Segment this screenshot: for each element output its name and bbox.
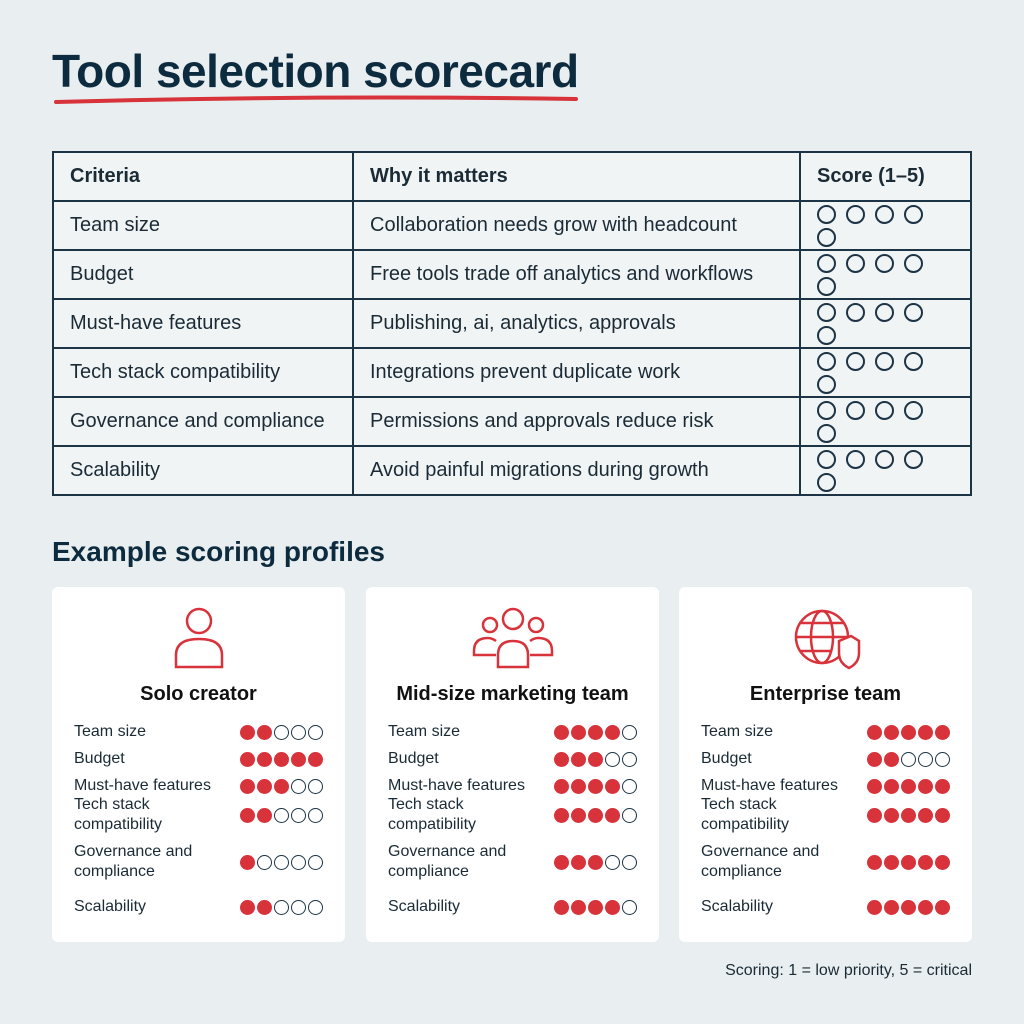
profile-name: Solo creator	[140, 683, 257, 705]
filled-dot	[240, 900, 255, 915]
profile-score-row	[74, 795, 323, 835]
filled-dot	[867, 779, 882, 794]
profile-card-enterprise	[679, 587, 972, 942]
score-dots	[867, 900, 950, 915]
filled-dot	[588, 725, 603, 740]
score-cell	[800, 397, 971, 446]
filled-dot	[605, 808, 620, 823]
profile-score-row	[701, 722, 950, 742]
empty-dot	[308, 900, 323, 915]
score-radio[interactable]	[875, 254, 894, 273]
score-radio[interactable]	[875, 303, 894, 322]
criterion-label: Scalability	[701, 898, 774, 915]
filled-dot	[554, 779, 569, 794]
filled-dot	[240, 725, 255, 740]
filled-dot	[554, 752, 569, 767]
page-title: Tool selection scorecard	[52, 45, 579, 97]
score-dots	[240, 855, 323, 870]
criterion-label: Budget	[701, 750, 752, 767]
profile-score-row	[388, 776, 637, 796]
filled-dot	[571, 808, 586, 823]
why-cell: Permissions and approvals reduce risk	[353, 397, 800, 446]
score-dots	[554, 752, 637, 767]
score-dots	[554, 855, 637, 870]
filled-dot	[901, 779, 916, 794]
score-radio[interactable]	[875, 450, 894, 469]
why-cell: Avoid painful migrations during growth	[353, 446, 800, 495]
filled-dot	[918, 900, 933, 915]
score-dots	[240, 779, 323, 794]
score-radio[interactable]	[904, 352, 923, 371]
criteria-cell: Governance and compliance	[53, 397, 353, 446]
empty-dot	[605, 752, 620, 767]
score-dots	[867, 855, 950, 870]
empty-dot	[901, 752, 916, 767]
filled-dot	[588, 752, 603, 767]
profiles-heading: Example scoring profiles	[52, 536, 385, 567]
criterion-label: Governance and compliance	[388, 843, 507, 880]
filled-dot	[867, 808, 882, 823]
filled-dot	[554, 725, 569, 740]
score-radio[interactable]	[817, 205, 836, 224]
score-radio[interactable]	[817, 424, 836, 443]
filled-dot	[884, 855, 899, 870]
filled-dot	[257, 725, 272, 740]
criterion-label: Governance and compliance	[74, 843, 193, 880]
empty-dot	[622, 855, 637, 870]
filled-dot	[935, 900, 950, 915]
filled-dot	[554, 855, 569, 870]
profile-score-row	[388, 795, 637, 835]
empty-dot	[622, 779, 637, 794]
score-radio[interactable]	[846, 352, 865, 371]
profile-score-row	[74, 842, 323, 882]
profile-score-row	[388, 722, 637, 742]
profile-score-row	[701, 897, 950, 917]
score-radio[interactable]	[817, 254, 836, 273]
empty-dot	[622, 900, 637, 915]
score-radio[interactable]	[846, 254, 865, 273]
profile-name: Enterprise team	[749, 683, 902, 705]
table-row	[53, 250, 971, 299]
profile-score-row	[74, 776, 323, 796]
filled-dot	[257, 900, 272, 915]
filled-dot	[884, 752, 899, 767]
profile-score-row	[701, 749, 950, 769]
score-radio[interactable]	[817, 326, 836, 345]
header-score: Score (1–5)	[800, 152, 971, 201]
profile-score-row	[701, 795, 950, 835]
score-radio[interactable]	[846, 450, 865, 469]
empty-dot	[308, 725, 323, 740]
filled-dot	[867, 900, 882, 915]
group-icon	[468, 605, 558, 671]
filled-dot	[571, 725, 586, 740]
filled-dot	[240, 752, 255, 767]
criteria-cell: Scalability	[53, 446, 353, 495]
score-dots	[554, 725, 637, 740]
filled-dot	[571, 779, 586, 794]
person-icon	[164, 605, 234, 671]
score-radio[interactable]	[817, 228, 836, 247]
score-dots	[554, 808, 637, 823]
criteria-cell: Must-have features	[53, 299, 353, 348]
empty-dot	[605, 855, 620, 870]
filled-dot	[308, 752, 323, 767]
score-dots	[240, 725, 323, 740]
empty-dot	[308, 808, 323, 823]
table-row	[53, 299, 971, 348]
filled-dot	[901, 855, 916, 870]
empty-dot	[257, 855, 272, 870]
filled-dot	[554, 808, 569, 823]
why-cell: Publishing, ai, analytics, approvals	[353, 299, 800, 348]
filled-dot	[901, 725, 916, 740]
why-cell: Collaboration needs grow with headcount	[353, 201, 800, 250]
filled-dot	[867, 752, 882, 767]
filled-dot	[257, 779, 272, 794]
filled-dot	[918, 779, 933, 794]
empty-dot	[274, 808, 289, 823]
criterion-label: Must-have features	[701, 777, 838, 794]
filled-dot	[240, 855, 255, 870]
filled-dot	[274, 752, 289, 767]
filled-dot	[935, 808, 950, 823]
filled-dot	[274, 779, 289, 794]
score-radio[interactable]	[904, 254, 923, 273]
filled-dot	[935, 855, 950, 870]
score-cell	[800, 348, 971, 397]
criterion-label: Scalability	[388, 898, 461, 915]
criterion-label: Budget	[74, 750, 125, 767]
profile-score-row	[388, 897, 637, 917]
filled-dot	[571, 855, 586, 870]
empty-dot	[291, 808, 306, 823]
profile-score-row	[701, 842, 950, 882]
filled-dot	[257, 752, 272, 767]
empty-dot	[308, 855, 323, 870]
filled-dot	[291, 752, 306, 767]
filled-dot	[901, 808, 916, 823]
score-radio[interactable]	[817, 277, 836, 296]
criterion-label: Team size	[388, 723, 461, 740]
score-radio[interactable]	[904, 401, 923, 420]
filled-dot	[588, 900, 603, 915]
filled-dot	[884, 900, 899, 915]
filled-dot	[918, 855, 933, 870]
criteria-cell: Tech stack compatibility	[53, 348, 353, 397]
criterion-label: Scalability	[74, 898, 147, 915]
empty-dot	[274, 725, 289, 740]
score-radio[interactable]	[846, 205, 865, 224]
filled-dot	[588, 779, 603, 794]
score-dots	[867, 779, 950, 794]
why-cell: Free tools trade off analytics and workflows	[353, 250, 800, 299]
criterion-label: Tech stack compatibility	[701, 796, 790, 833]
empty-dot	[622, 808, 637, 823]
filled-dot	[935, 725, 950, 740]
score-radio[interactable]	[846, 303, 865, 322]
score-radio[interactable]	[846, 401, 865, 420]
globe-shield-icon	[791, 605, 861, 671]
score-dots	[867, 725, 950, 740]
filled-dot	[884, 725, 899, 740]
score-dots	[240, 900, 323, 915]
filled-dot	[554, 900, 569, 915]
filled-dot	[257, 808, 272, 823]
title-underline	[52, 95, 580, 105]
score-radio[interactable]	[817, 450, 836, 469]
score-dots	[867, 752, 950, 767]
scorecard-table	[52, 151, 972, 496]
empty-dot	[291, 855, 306, 870]
profile-score-row	[74, 722, 323, 742]
header-criteria: Criteria	[53, 152, 353, 201]
score-radio[interactable]	[817, 375, 836, 394]
score-cell	[800, 201, 971, 250]
filled-dot	[571, 752, 586, 767]
filled-dot	[918, 808, 933, 823]
criterion-label: Must-have features	[74, 777, 211, 794]
empty-dot	[918, 752, 933, 767]
criterion-label: Must-have features	[388, 777, 525, 794]
score-dots	[240, 808, 323, 823]
score-radio[interactable]	[875, 352, 894, 371]
scoring-legend: Scoring: 1 = low priority, 5 = critical	[725, 962, 972, 979]
criterion-label: Budget	[388, 750, 439, 767]
empty-dot	[622, 725, 637, 740]
empty-dot	[622, 752, 637, 767]
empty-dot	[935, 752, 950, 767]
score-radio[interactable]	[875, 401, 894, 420]
score-cell	[800, 446, 971, 495]
profile-card-solo	[52, 587, 345, 942]
score-dots	[867, 808, 950, 823]
table-row	[53, 348, 971, 397]
score-radio[interactable]	[817, 473, 836, 492]
criterion-label: Tech stack compatibility	[74, 796, 163, 833]
score-cell	[800, 250, 971, 299]
filled-dot	[867, 725, 882, 740]
profile-score-row	[388, 842, 637, 882]
why-cell: Integrations prevent duplicate work	[353, 348, 800, 397]
filled-dot	[571, 900, 586, 915]
score-radio[interactable]	[904, 205, 923, 224]
criterion-label: Tech stack compatibility	[388, 796, 477, 833]
criteria-cell: Budget	[53, 250, 353, 299]
empty-dot	[291, 725, 306, 740]
criteria-cell: Team size	[53, 201, 353, 250]
criterion-label: Team size	[701, 723, 774, 740]
empty-dot	[274, 855, 289, 870]
score-radio[interactable]	[817, 352, 836, 371]
filled-dot	[918, 725, 933, 740]
filled-dot	[588, 855, 603, 870]
score-radio[interactable]	[904, 450, 923, 469]
filled-dot	[901, 900, 916, 915]
score-radio[interactable]	[817, 401, 836, 420]
table-row	[53, 397, 971, 446]
empty-dot	[291, 779, 306, 794]
filled-dot	[588, 808, 603, 823]
score-cell	[800, 299, 971, 348]
filled-dot	[935, 779, 950, 794]
filled-dot	[240, 779, 255, 794]
score-dots	[240, 752, 323, 767]
filled-dot	[884, 808, 899, 823]
score-dots	[554, 779, 637, 794]
filled-dot	[240, 808, 255, 823]
filled-dot	[884, 779, 899, 794]
filled-dot	[867, 855, 882, 870]
empty-dot	[291, 900, 306, 915]
empty-dot	[308, 779, 323, 794]
filled-dot	[605, 900, 620, 915]
score-radio[interactable]	[904, 303, 923, 322]
filled-dot	[605, 779, 620, 794]
profile-score-row	[74, 749, 323, 769]
criterion-label: Governance and compliance	[701, 843, 820, 880]
profile-score-row	[74, 897, 323, 917]
header-why: Why it matters	[353, 152, 800, 201]
profile-card-midsize	[366, 587, 659, 942]
filled-dot	[605, 725, 620, 740]
empty-dot	[274, 900, 289, 915]
table-row	[53, 201, 971, 250]
score-dots	[554, 900, 637, 915]
profile-name: Mid-size marketing team	[396, 683, 629, 705]
profile-score-row	[388, 749, 637, 769]
score-radio[interactable]	[875, 205, 894, 224]
profile-score-row	[701, 776, 950, 796]
table-row	[53, 446, 971, 495]
criterion-label: Team size	[74, 723, 147, 740]
score-radio[interactable]	[817, 303, 836, 322]
